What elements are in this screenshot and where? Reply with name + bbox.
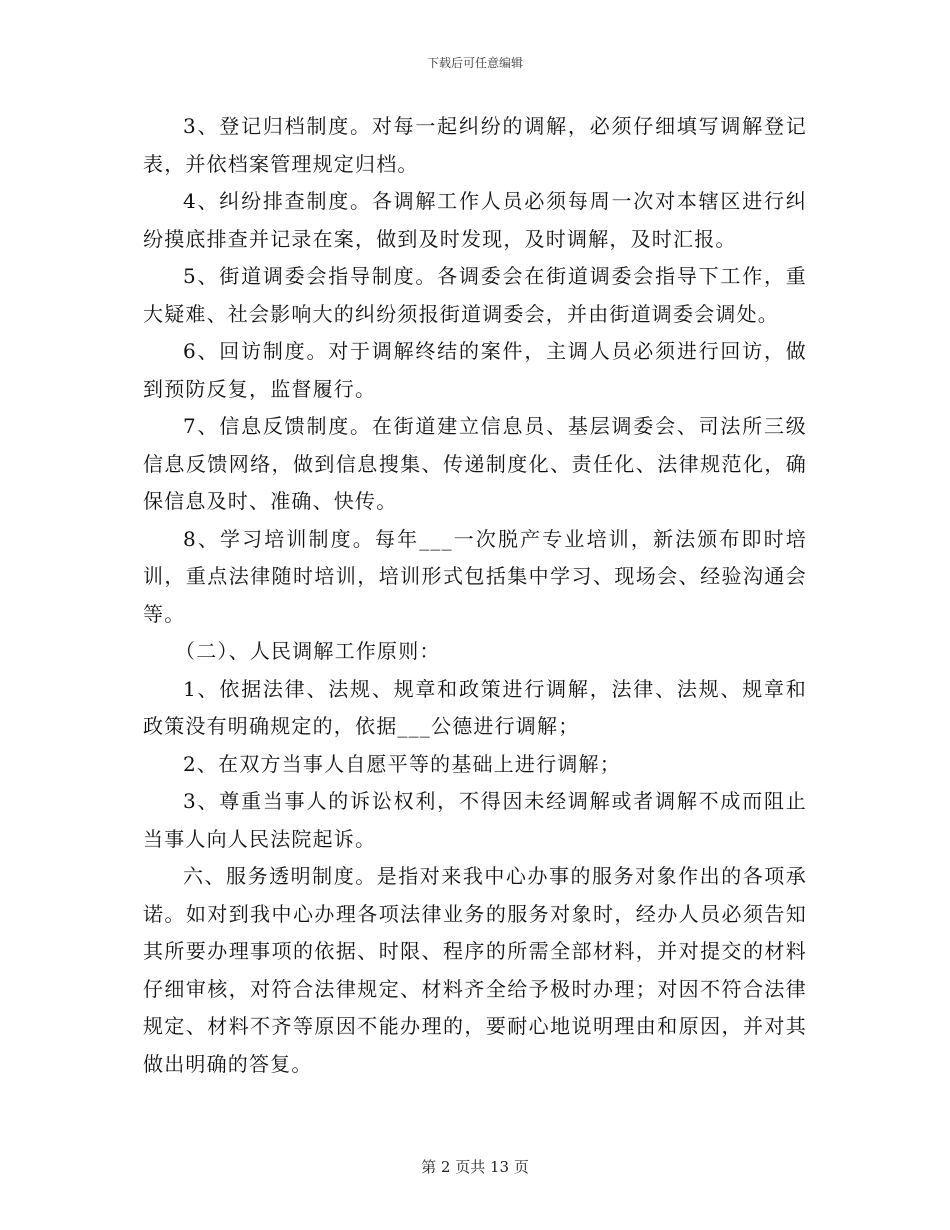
paragraph-principle-litigation-rights: 3、尊重当事人的诉讼权利，不得因未经调解或者调解不成而阻止当事人向人民法院起诉。 <box>143 789 807 851</box>
page-header: 下载后可任意编辑 <box>426 56 523 70</box>
paragraph-principle-law-based: 1、依据法律、法规、规章和政策进行调解，法律、法规、规章和政策没有明确规定的，依据___公德进行调解； <box>143 676 807 738</box>
paragraph-principle-voluntary: 2、在双方当事人自愿平等的基础上进行调解； <box>183 751 621 776</box>
paragraph-service-transparency: 六、服务透明制度。是指对来我中心办事的服务对象作出的各项承诺。如对到我中心办理各项法律业务的服务对象时，经办人员必须告知其所要办理事项的依据、时限、程序的所需全部材料，并对提交的材料仔细审核，对符合法律规定、材料齐全给予极时办理；对因不符合法律规定、材料不齐等原因不能办理的，要耐心地说明理由和原因，并对其做出明确的答复。 <box>143 864 807 1076</box>
paragraph-training: 8、学习培训制度。每年___一次脱产专业培训，新法颁布即时培训，重点法律随时培训，培训形式包括集中学习、现场会、经验沟通会等。 <box>143 526 807 626</box>
document-body <box>143 108 807 1083</box>
paragraph-street-committee-guidance: 5、街道调委会指导制度。各调委会在街道调委会指导下工作，重大疑难、社会影响大的纠纷须报街道调委会，并由街道调委会调处。 <box>143 264 807 326</box>
paragraph-registration-archive: 3、登记归档制度。对每一起纠纷的调解，必须仔细填写调解登记表，并依档案管理规定归档。 <box>143 114 807 176</box>
paragraph-information-feedback: 7、信息反馈制度。在街道建立信息员、基层调委会、司法所三级信息反馈网络，做到信息搜集、传递制度化、责任化、法律规范化，确保信息及时、准确、快传。 <box>143 414 807 513</box>
page-number: 第 2 页共 13 页 <box>421 1158 529 1176</box>
paragraph-dispute-screening: 4、纠纷排查制度。各调解工作人员必须每周一次对本辖区进行纠纷摸底排查并记录在案，做到及时发现，及时调解，及时汇报。 <box>143 189 807 251</box>
paragraph-return-visit: 6、回访制度。对于调解终结的案件，主调人员必须进行回访，做到预防反复，监督履行。 <box>143 339 807 401</box>
section-heading-mediation-principles: （二）、人民调解工作原则： <box>175 639 441 663</box>
